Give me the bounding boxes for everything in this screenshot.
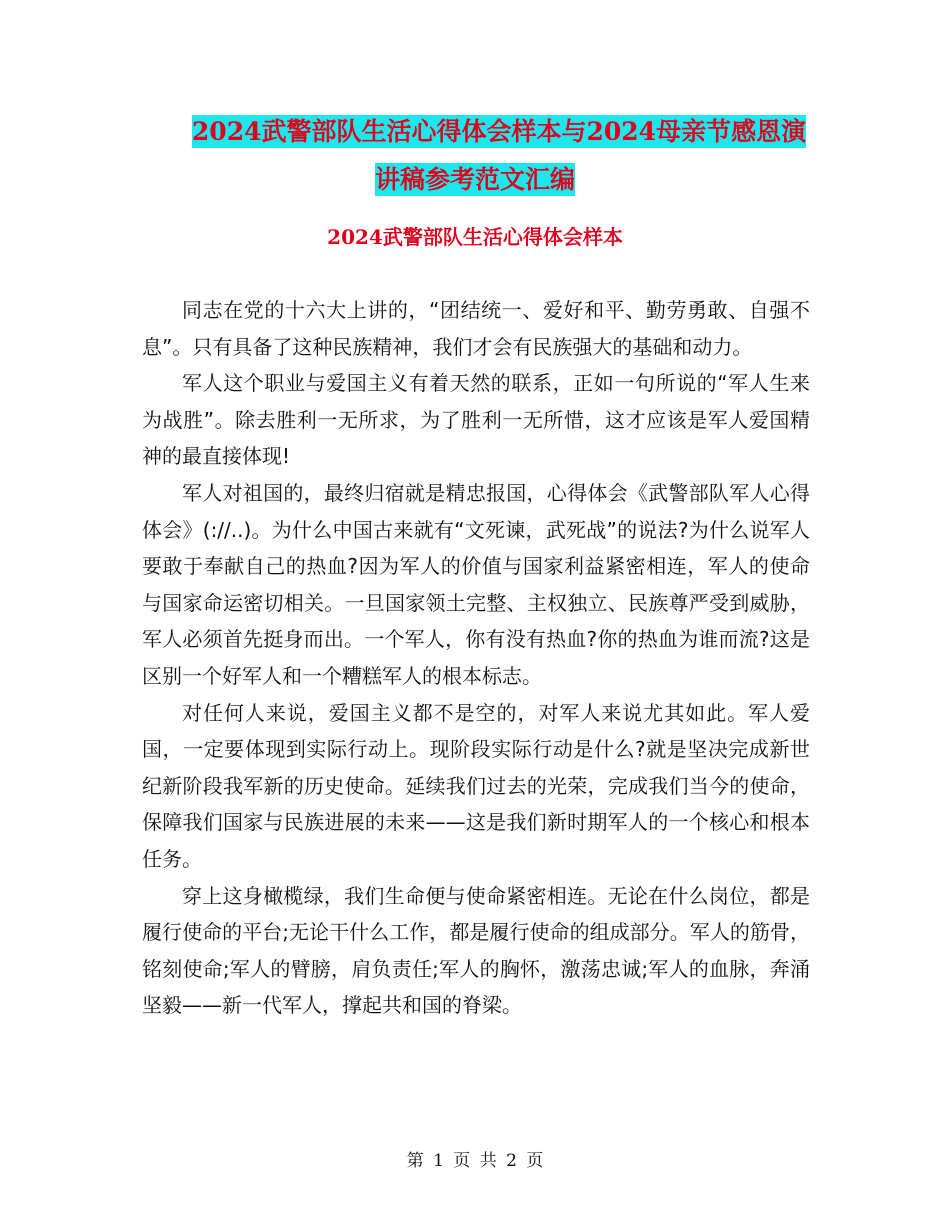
paragraph: 军人对祖国的，最终归宿就是精忠报国，心得体会《武警部队军人心得体会》(://..)。为什么中国古来就有“文死谏，武死战”的说法?为什么说军人要敢于奉献自己的热血?因为军人的价值与国家利益紧密相连，军人的使命与国家命运密切相关。一旦国家领土完整、主权独立、民族尊严受到威胁，军人必须首先挺身而出。一个军人，你有没有热血?你的热血为谁而流?这是区别一个好军人和一个糟糕军人的根本标志。 xyxy=(142,480,810,688)
paragraph: 穿上这身橄榄绿，我们生命便与使命紧密相连。无论在什么岗位，都是履行使命的平台;无论干什么工作，都是履行使命的组成部分。军人的筋骨，铭刻使命;军人的臂膀，肩负责任;军人的胸怀，激荡忠诚;军人的血脉，奔涌坚毅——新一代军人，撑起共和国的脊梁。 xyxy=(142,883,810,1018)
page-number-footer: 第 1 页 共 2 页 xyxy=(406,1151,544,1171)
section-title: 2024武警部队生活心得体会样本 xyxy=(327,225,623,249)
paragraph: 同志在党的十六大上讲的，“团结统一、爱好和平、勤劳勇敢、自强不息”。只有具备了这种民族精神，我们才会有民族强大的基础和动力。 xyxy=(142,298,810,359)
document-title-line-2 xyxy=(0,156,950,204)
document-title-line-1 xyxy=(0,108,950,156)
document-title xyxy=(0,108,950,204)
paragraph: 军人这个职业与爱国主义有着天然的联系，正如一句所说的“军人生来为战胜”。除去胜利一无所求，为了胜利一无所惜，这才应该是军人爱国精神的最直接体现! xyxy=(142,371,810,469)
body-text xyxy=(142,292,810,1024)
title-highlight-2: 讲稿参考范文汇编 xyxy=(374,165,575,194)
paragraph: 对任何人来说，爱国主义都不是空的，对军人来说尤其如此。军人爱国，一定要体现到实际行动上。现阶段实际行动是什么?就是坚决完成新世纪新阶段我军新的历史使命。延续我们过去的光荣，完成我们当今的使命，保障我们国家与民族进展的未来——这是我们新时期军人的一个核心和根本任务。 xyxy=(142,700,810,871)
title-highlight-1: 2024武警部队生活心得体会样本与2024母亲节感恩演 xyxy=(191,117,807,146)
